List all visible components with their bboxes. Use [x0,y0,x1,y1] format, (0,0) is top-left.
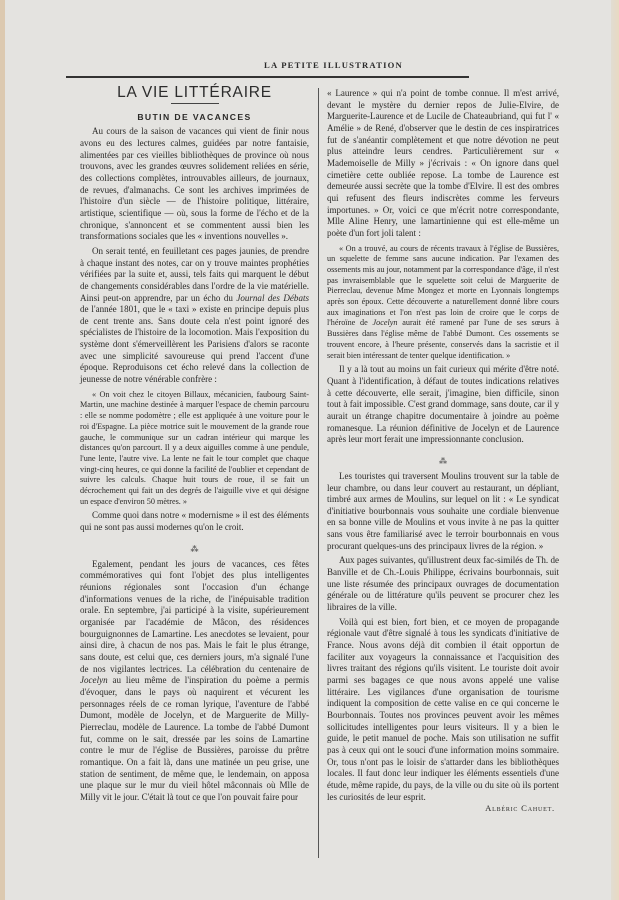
paragraph: Aux pages suivantes, qu'illustrent deux fac-similés de Th. de Banville et de Ch.-Louis Philippe, écrivains bourbonnais, suit une liste résumée des principaux ouvrages de documentation générale ou de littérature qu'ils peuvent se procurer chez les libraires de la ville. [327,555,559,613]
paragraph [80,559,309,804]
author-signature: Albéric Cahuet. [485,803,555,814]
paragraph-text: au lieu même de l'inspiration du poème a permis d'évoquer, dans le pays où naquirent et vécurent les personnages réels de ce roman lyrique, l'aventure de l'abbé Dumont, modèle de Jocelyn, et de Marguerite de Milly-Pierreclau, modèle de Laurence. La tombe de l'abbé Dumont fut, comme on le sait, dressée par les soins de Lamartine contre le mur de l'église de Bussières, paroisse du prêtre romantique. On a fait là, dans une matinée un peu grise, une station de sentiment, de même que, le lendemain, on apposa une plaque sur le mur du vieil hôtel mâconnais où Mlle de Milly vit le jour. C'était là tout ce que l'on pouvait faire pour [80,675,309,802]
left-column-body [80,126,309,803]
article-title: LA VIE LITTÉRAIRE [117,84,272,101]
paragraph: « Laurence » qui n'a point de tombe connue. Il m'est arrivé, devant le mystère du dernier repos de Julie-Elvire, de Marguerite-Laurence et de Lucile de Chateaubriand, qui fut l' « Amélie » de René, d'observer que le destin de ces inspiratrices fut de s'anéantir complètement et que notre dévotion ne peut plus atteindre leurs cendres. Particulièrement sur « Mademoiselle de Milly » j'écrivais : « On ignore dans quel cimetière cette oubliée repose. La tombe de Laurence est demeurée aussi secrète que la tombe d'Elvire. Il est des ombres qui refusent des fleurs indiscrètes comme les ferveurs importunes. » Or, voici ce que m'écrit notre correspondante, Mlle Aline Henry, une lamartinienne qui est elle-même un poète d'un fort joli talent : [327,88,559,238]
right-column [327,85,559,815]
article-subtitle: BUTIN DE VACANCES [137,111,252,122]
paragraph-text: aurait été ramené par l'une de ses sœurs à Bussières dans l'église même de l'abbé Dumont. Ces ossements se trouvent encore, à l'heure présente, conservés dans la sacristie et il serait bien intéressant de tenter quelque identification. » [327,318,560,360]
section-break-asterism: ⁂ [190,544,199,554]
paragraph-text: Egalement, pendant les jours de vacances, ces fêtes commémoratives qui font l'objet des plus intelligentes réunions régionales sont l'occasion d'un échange d'informations venues de la riche, de l'inépuisable tradition orale. En septembre, j'ai participé à la visite, supérieurement organisée par l'académie de Mâcon, des résidences bourguignonnes de Lamartine. Les anecdotes se levaient, pour ainsi dire, à chacun de nos pas. Mais le fait le plus étrange, sans doute, est celui que, ces derniers jours, m'a signalé l'une de nos vigilantes lectrices. La célébration du centenaire de [80,558,309,674]
paragraph: Comme quoi dans notre « modernisme » il est des éléments qui ne sont pas aussi modernes qu'on le croit. [80,510,309,533]
page-edge-right [611,0,619,900]
left-column [80,85,309,804]
paragraph: Au cours de la saison de vacances qui vient de finir nous avons eu des lectures calmes, guidées par notre fantaisie, alimentées par ces vieilles bibliothèques de province où nous trouvons, avec les grandes œuvres solidement reliées en série, des collections complètes, introuvables ailleurs, de journaux, de revues, d'almanachs. Ce sont les archives imprimées de l'histoire d'un siècle — de l'histoire politique, littéraire, artistique, scientifique — où, sous la forme de l'écho et de la chronique, s'annoncent et se commentent aussi bien les transformations sociales que les « inventions nouvelles ». [80,126,309,242]
title-rule [171,103,219,104]
column-divider [318,88,319,858]
paragraph-text: de l'année 1801, que le « taxi » existe en principe depuis plus de cent trente ans. Sans doute cela n'est point ignoré des spécialistes de l'histoire de la locomotion. Mais l'exposition du système dont s'émerveillèrent les Parisiens d'alors se raconte avec une simplicité savoureuse qui prend l'accent d'une époque. Reproduisons cet écho relevé dans la collection de jeunesse de notre vénérable confrère : [80,304,309,385]
running-head: LA PETITE ILLUSTRATION [264,60,403,70]
quoted-paragraph: « On voit chez le citoyen Billaux, mécanicien, faubourg Saint-Martin, une machine destinée à marquer l'espace de chemin parcouru : elle se nomme podomètre ; elle est appliquée à une voiture pour le roi d'Espagne. La pièce motrice suit le mouvement de la grande roue gauche, le communique sur un cadran intérieur qui marque les distances qu'on parcourt. Il y a deux aiguilles comme à une pendule, l'une lente, l'autre vive. La lente ne fait le tour complet que chaque vingt-cinq heures, ce qui donne la facilité de l'oublier et cependant de suivre les calculs. Chaque huit tours de roue, il se fait un décrochement qui fait un des degrés de l'aiguille vive et qui désigne un espace d'environ 50 mètres. » [80,389,309,506]
paragraph-text: « On a trouvé, au cours de récents travaux à l'église de Bussières, un squelette de femme sans aucune indication. Par l'examen des ossements mis au jour, notamment par la correspondance d'âge, il n'est pas invraisemblable que le squelette soit celui de Marguerite de Pierreclau, devenue Mme Mongez et morte en Lyonnais longtemps après son époux. Cette découverte a naturellement donné libre cours aux imaginations et l'on n'est pas loin de croire que le corps de l'héroïne de [327,243,559,328]
paragraph: Les touristes qui traversent Moulins trouvent sur la table de leur chambre, ou dans leur couvert au restaurant, un dépliant, timbré aux armes de Moulins, sur lequel on lit : « Le syndicat d'initiative bourbonnais vous souhaite une cordiale bienvenue en sa bonne ville de Moulins et vous invite à ne pas la quitter sans vous être familiarisé avec le terroir bourbonnais en vous procurant quelques-uns des principaux livres de la région. » [327,470,559,551]
paragraph-text: On serait tenté, en feuilletant ces pages jaunies, de prendre à chaque instant des notes, car on y trouve maintes prophéties vérifiées par la suite et, aussi, tels faits qui marquent le début de changements considérables dans l'ordre de la vie matérielle. Ainsi peut-on apprendre, par un écho du [80,245,309,303]
italic-title: Jocelyn [80,675,108,686]
page-edge-left [0,0,5,900]
paragraph: Voilà qui est bien, fort bien, et ce moyen de propagande régionale vaut d'être signalé à tous les syndicats d'initiative de France. Nous avons déjà dit combien il était opportun de faciliter aux voyageurs la connaissance et l'acquisition des livres traitant des régions qu'ils visitent. Le touriste doit avoir parmi ses bagages ce que nous avons appelé une valise littéraire. Les vigilances d'une organisation de tourisme indiquent la composition de cette valise en ce qui concerne le Bourbonnais. Toutes nos provinces peuvent avoir les mêmes sollicitudes intelligentes pour leurs visiteurs. Il y a bien le guide, le petit manuel de poche. Mais son utilisation ne suffit pas à ceux qui ont le souci d'une information moins sommaire. Or, tous n'ont pas le loisir de s'attarder dans les bibliothèques locales. Il faut donc leur indiquer les éléments essentiels d'une étude, même rapide, du pays, de la ville ou du site où ils portent les curiosités de leur esprit. [327,616,559,802]
quoted-paragraph [327,244,559,362]
paragraph: Il y a là tout au moins un fait curieux qui mérite d'être noté. Quant à l'identification, à défaut de toutes indications relatives à cette découverte, elle serait, j'imagine, bien difficile, sinon tout à fait impossible. C'est grand dommage, sans doute, car il y aurait un étrange chapitre documentaire à joindre au poème romanesque. La réunion définitive de Jocelyn et de Laurence après leur mort ferait une impressionnante conclusion. [327,364,559,445]
header-rule [66,76,469,78]
paragraph [80,246,309,386]
section-break-asterism: ⁂ [439,456,447,466]
italic-title: Jocelyn [372,318,398,328]
italic-title: Journal des Débats [236,292,309,303]
right-column-body [327,88,559,803]
